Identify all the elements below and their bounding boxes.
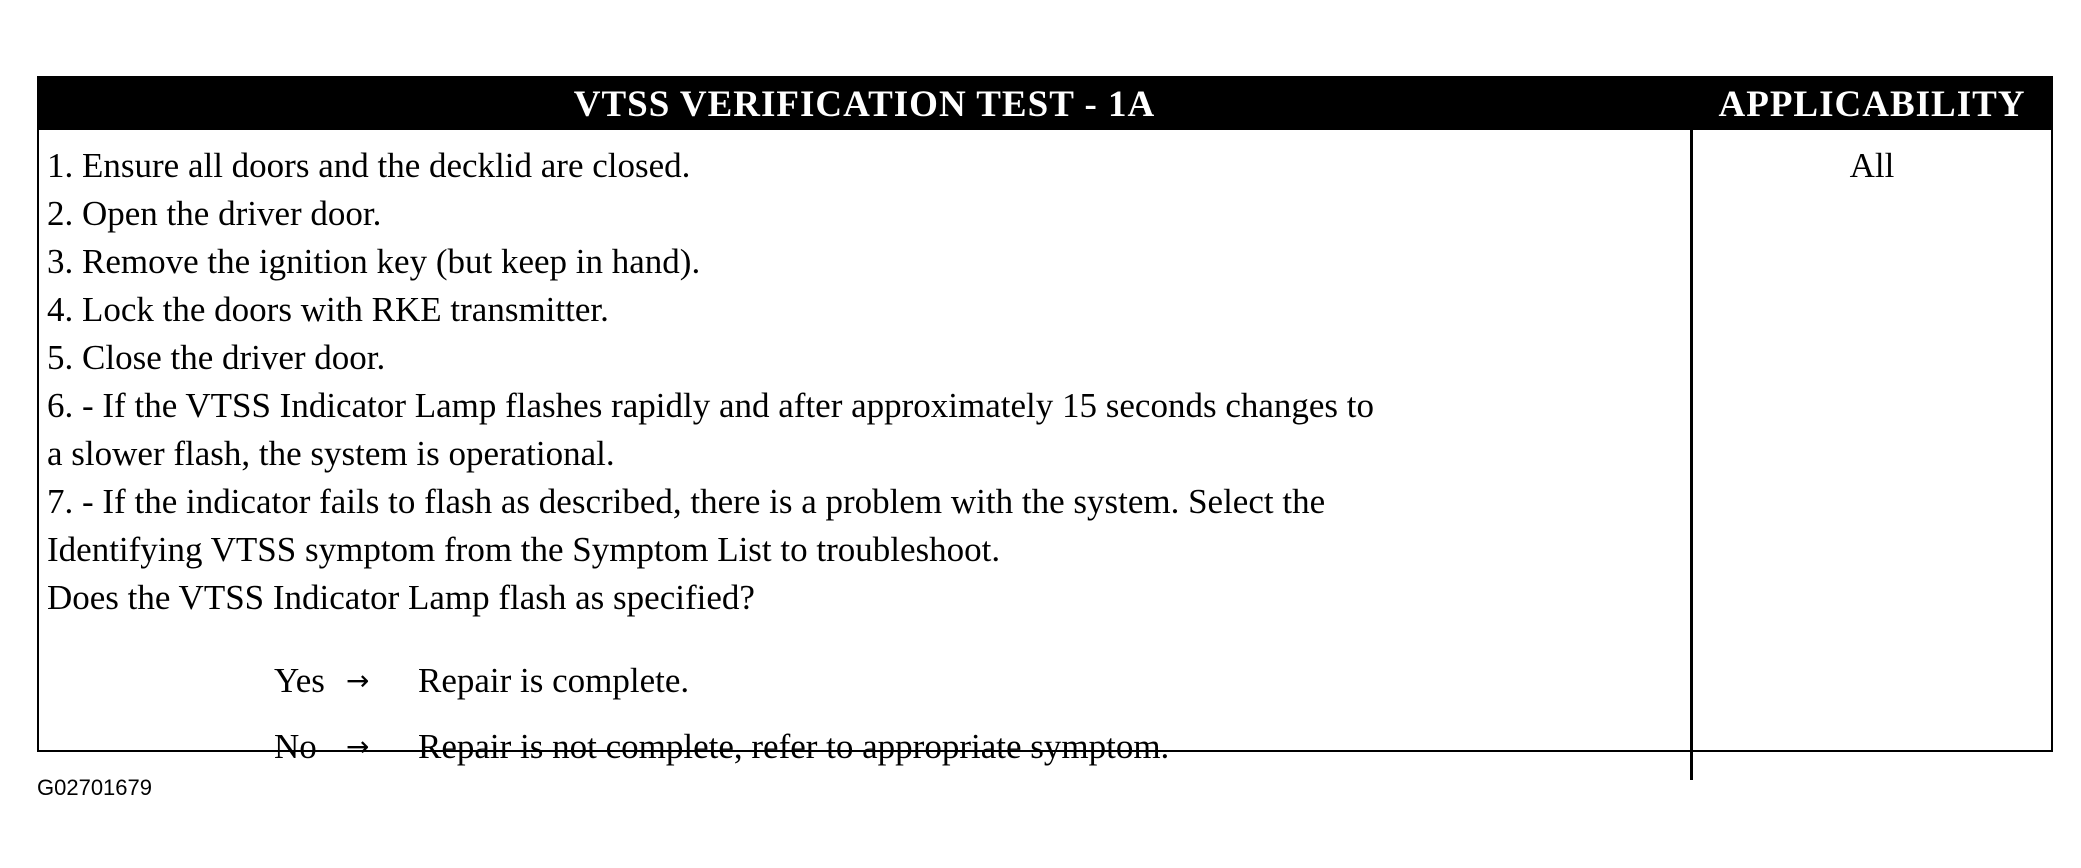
step-line: 2. Open the driver door. bbox=[47, 194, 382, 233]
step-line: a slower flash, the system is operational. bbox=[47, 434, 615, 473]
step-line: Identifying VTSS symptom from the Symptom List to troubleshoot. bbox=[47, 530, 1001, 569]
answer-text: Repair is not complete, refer to appropriate symptom. bbox=[418, 727, 1170, 766]
answer-yes bbox=[274, 648, 1690, 714]
step-line: 3. Remove the ignition key (but keep in hand). bbox=[47, 242, 701, 281]
test-title: VTSS VERIFICATION TEST - 1A bbox=[39, 78, 1693, 130]
figure-id: G02701679 bbox=[37, 775, 152, 800]
step-line: 1. Ensure all doors and the decklid are closed. bbox=[47, 146, 691, 185]
applicability-header: APPLICABILITY bbox=[1693, 78, 2051, 130]
answer-no bbox=[274, 714, 1690, 780]
applicability-value: All bbox=[1849, 146, 1895, 185]
verification-test-table bbox=[37, 76, 2053, 766]
arrow-right-icon: → bbox=[346, 730, 370, 763]
question-line: Does the VTSS Indicator Lamp flash as specified? bbox=[47, 578, 755, 617]
step-line: 4. Lock the doors with RKE transmitter. bbox=[47, 290, 609, 329]
arrow-right-icon: → bbox=[346, 664, 370, 697]
step-line: 5. Close the driver door. bbox=[47, 338, 386, 377]
answer-label: Yes bbox=[274, 661, 325, 700]
answer-label: No bbox=[274, 727, 317, 766]
step-line: 7. - If the indicator fails to flash as described, there is a problem with the system. Select the bbox=[47, 482, 1326, 521]
answer-text: Repair is complete. bbox=[418, 661, 690, 700]
step-line: 6. - If the VTSS Indicator Lamp flashes rapidly and after approximately 15 seconds changes to bbox=[47, 386, 1375, 425]
answer-list bbox=[47, 648, 1690, 780]
test-procedure bbox=[39, 130, 1693, 780]
